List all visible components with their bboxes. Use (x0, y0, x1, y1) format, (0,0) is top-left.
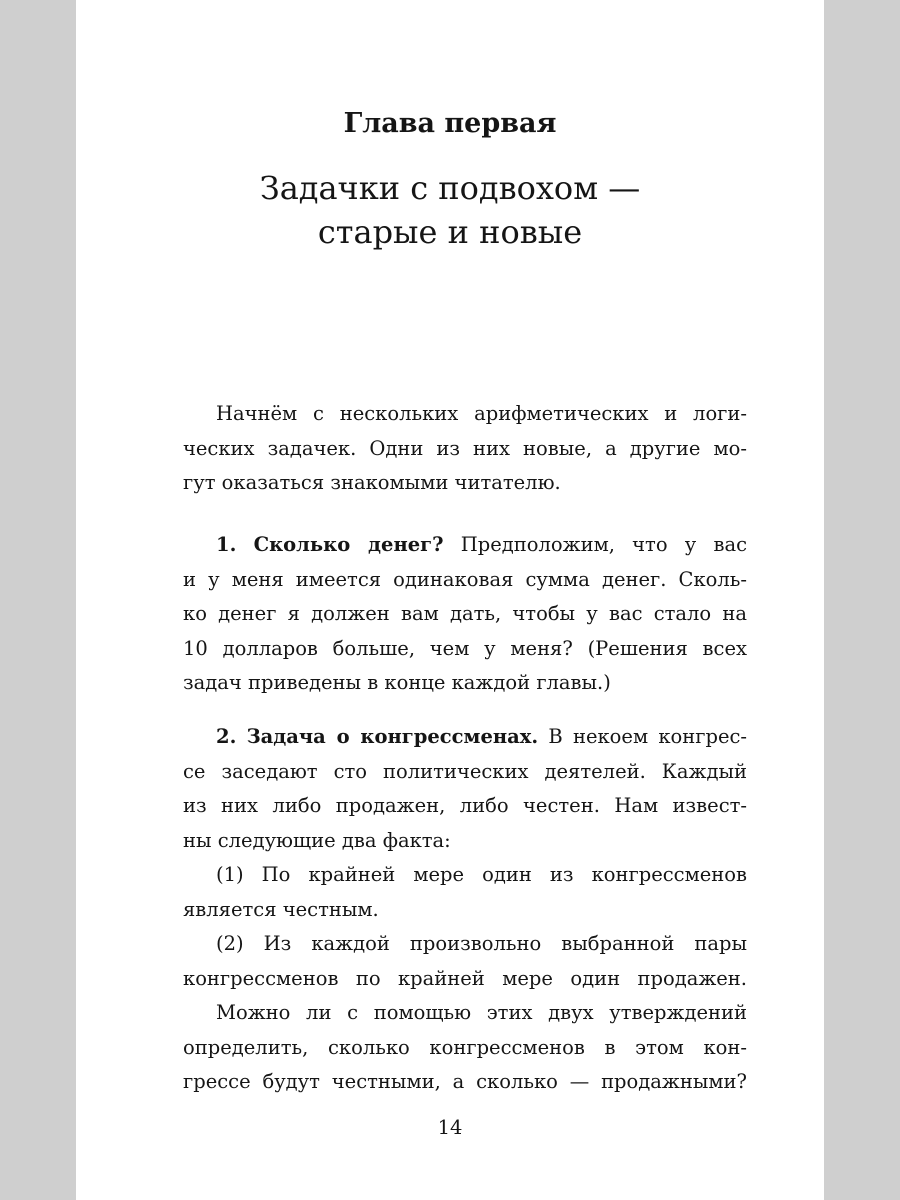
problem-1 (183, 528, 747, 701)
text-line: и у меня имеется одинаковая сумма денег. Сколь- (183, 567, 747, 591)
intro-paragraph (183, 397, 747, 501)
book-page (76, 0, 824, 1200)
problem-title: Задача о конгрессменах. (246, 725, 539, 748)
chapter-title-line: Задачки с подвохом — (259, 169, 641, 207)
text-run: В некоем конгрес- (548, 725, 747, 748)
text-line: конгрессменов по крайней мере один продажен. (183, 966, 747, 990)
text-line: задач приведены в конце каждой главы.) (183, 671, 611, 694)
chapter-title (76, 166, 824, 254)
problem-number: 1. (216, 533, 237, 556)
chapter-label: Глава первая (343, 108, 557, 139)
text-line: определить, сколько конгрессменов в этом кон- (183, 1035, 747, 1059)
page-number: 14 (437, 1116, 463, 1139)
text-line: ны следующие два факта: (183, 828, 451, 852)
fact-2-line: (2) Из каждой произвольно выбранной пары (216, 932, 747, 955)
question-line: Можно ли с помощью этих двух утверждений (216, 1001, 747, 1024)
text-line: ческих задачек. Одни из них новые, а другие мо- (183, 436, 747, 460)
text-line: гут оказаться знакомыми читателю. (183, 471, 561, 494)
text-line: 10 долларов больше, чем у меня? (Решения всех (183, 636, 747, 660)
text-line: Начнём с нескольких арифметических и логи- (216, 402, 747, 425)
text-line: является честным. (183, 897, 379, 921)
text-line: се заседают сто политических деятелей. Каждый (183, 759, 747, 783)
problem-1-first-line (183, 528, 747, 563)
text-line: ко денег я должен вам дать, чтобы у вас стало на (183, 602, 747, 625)
text-run: Предположим, что у вас (460, 533, 748, 556)
problem-2 (183, 720, 747, 1100)
problem-title: Сколько денег? (253, 533, 444, 556)
text-line: грессе будут честными, а сколько — продажными? (183, 1070, 747, 1093)
fact-1-line: (1) По крайней мере один из конгрессменов (216, 863, 747, 886)
problem-2-first-line (183, 720, 747, 755)
chapter-title-line: старые и новые (317, 213, 583, 251)
text-line: из них либо продажен, либо честен. Нам извест- (183, 794, 747, 817)
problem-number: 2. (216, 725, 237, 748)
